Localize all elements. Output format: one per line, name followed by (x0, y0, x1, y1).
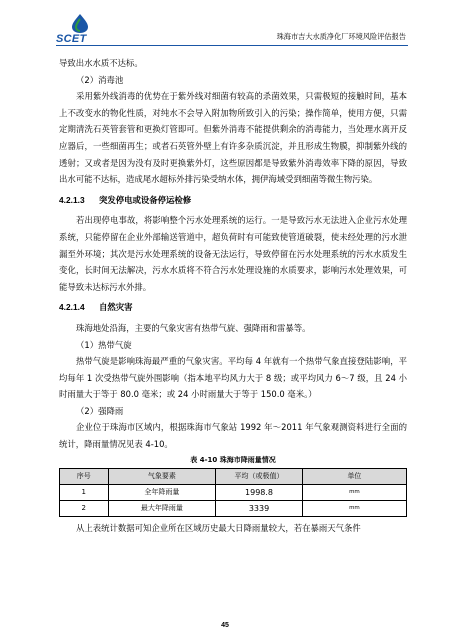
cell-value: 1998.8 (216, 484, 303, 500)
subsection-heavy-rain: （2）强降雨 (76, 405, 124, 416)
subsection-disinfection: （2）消毒池 (76, 74, 124, 85)
cell-unit: mm (302, 500, 406, 516)
page-number: 45 (221, 622, 229, 629)
cell-element: 全年降雨量 (108, 484, 216, 500)
paragraph-power-outage: 若出现停电事故，将影响整个污水处理系统的运行。一是导致污水无法进入企业污水处理系统，只能停留在企业外部输送管道中，超负荷时有可能致使管道破裂，使未经处理的污水泄漏至外环境；其次是污水处理系统的设备无法运行，导致停留在污水处理系统的污水水质发生变化，长时间无法解决，污水水质将不符合污水处理设施的水质要求，影响污水处理效果，可能导致未达标污水外排。 (59, 215, 407, 292)
rainfall-table (59, 468, 407, 517)
paragraph-uv-disinfection: 采用紫外线消毒的优势在于紫外线对细菌有较高的杀菌效果，只需极短的接触时间，基本上不改变水的物化性质，对纯水不会导入附加物所致引入的污染；操作简单，使用方便，只需定期清洗石英管套管和更换灯管即可。但紫外消毒不能提供剩余的消毒能力，当处理水离开反应器后，一些细菌再生；或者石英管外壁上有许多杂质沉淀，并且形成生物膜，抑制紫外线的透射；又或者是因为没有及时更换紫外灯，这些原因都是导致紫外消毒效率下降的原因，导致出水可能不达标，造成尾水超标外排污染受纳水体，拥伊海域受到细菌等微生物污染。 (59, 91, 407, 185)
section-heading-natural-disaster: 4.2.1.4 自然灾害 (59, 302, 133, 313)
document-body (59, 55, 407, 536)
header-cell-element: 气象要素 (108, 468, 216, 484)
paragraph-tropical-cyclone: 热带气旋是影响珠海最严重的气象灾害。平均每 4 年就有一个热带气象直接登陆影响，平均每年 1 次受热带气旋外围影响（指本地平均风力大于 8 级；或平均风力 6～7 级，且 24 小时雨量大于等于 80.0 毫米；或 24 小时雨量大于等于 150.0 毫米。） (59, 356, 407, 400)
paragraph-weather-overview: 珠海地处沿海，主要的气象灾害有热带气旋、强降雨和雷暴等。 (76, 322, 311, 333)
subsection-tropical-cyclone: （1）热带气旋 (76, 339, 132, 350)
page-header (56, 12, 408, 46)
cell-value: 3339 (216, 500, 303, 516)
report-title: 珠海市吉大水质净化厂环境风险评估报告 (276, 32, 406, 41)
table-row (60, 484, 407, 500)
section-heading-power-outage: 4.2.1.3 突发停电或设备停运检修 (59, 194, 192, 205)
header-cell-unit: 单位 (302, 468, 406, 484)
logo-text: SCET (56, 33, 87, 45)
table-header-row (60, 468, 407, 484)
header-cell-index: 序号 (60, 468, 109, 484)
table-row (60, 500, 407, 516)
cell-element: 最大年降雨量 (108, 500, 216, 516)
paragraph-table-conclusion: 从上表统计数据可知企业所在区域历史最大日降雨量较大，若在暴雨天气条件 (76, 522, 361, 533)
cell-index: 2 (60, 500, 109, 516)
paragraph-heavy-rain: 企业位于珠海市区域内，根据珠海市气象站 1992 年～2011 年气象观测资料进行全面的统计，降雨量情况见表 4-10。 (59, 422, 407, 450)
paragraph-continuation: 导致出水水质不达标。 (59, 58, 143, 68)
header-cell-value: 平均（或极值） (216, 468, 303, 484)
cell-index: 1 (60, 484, 109, 500)
cell-unit: mm (302, 484, 406, 500)
table-caption: 表 4-10 珠海市降雨量情况 (190, 455, 276, 464)
